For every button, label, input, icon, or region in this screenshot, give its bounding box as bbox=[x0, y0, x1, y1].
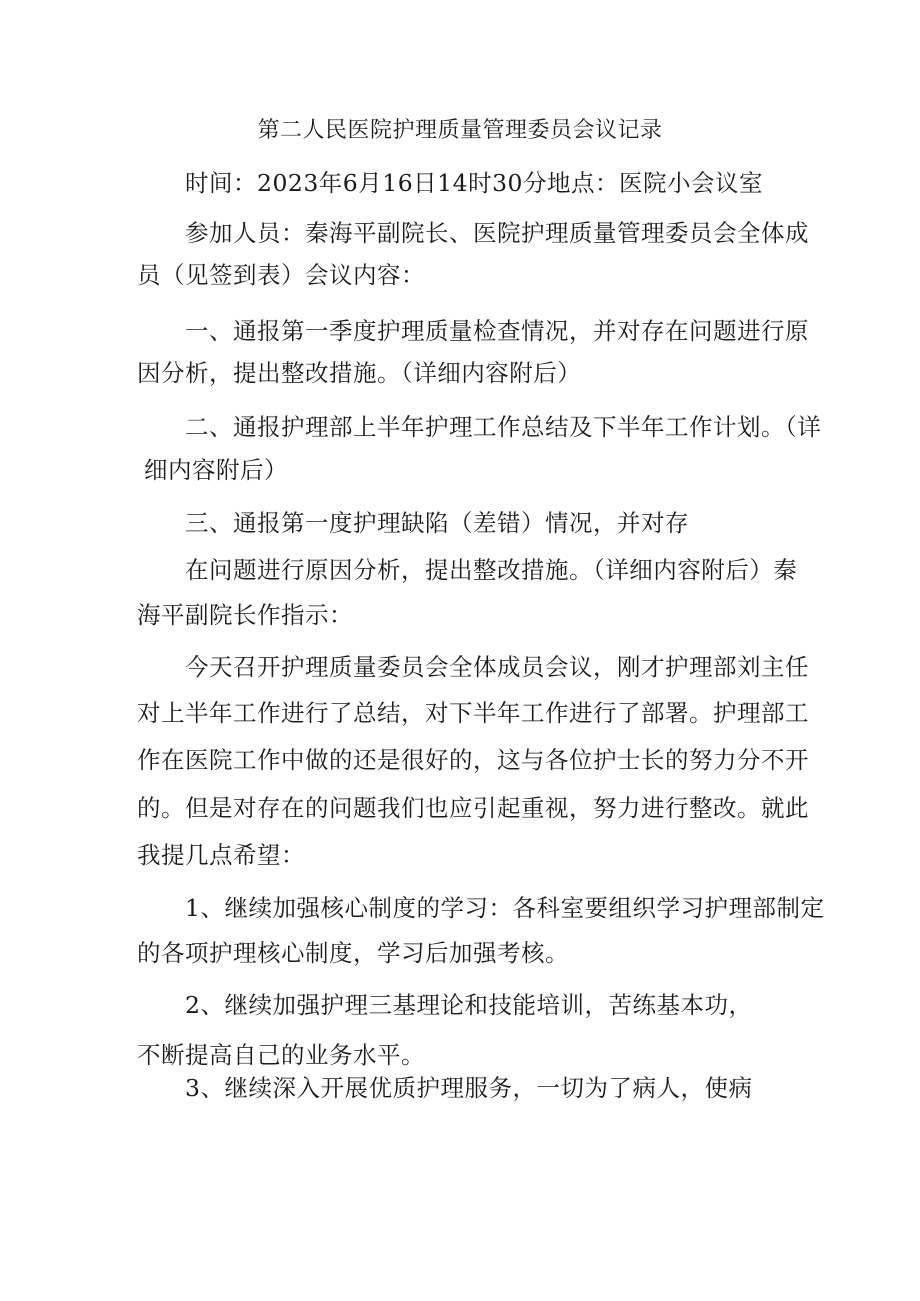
hope-2-line-1: 2、继续加强护理三基理论和技能培训，苦练基本功， bbox=[185, 991, 753, 1019]
item-1-line-1: 一、通报第一季度护理质量检查情况，并对存在问题进行原 bbox=[185, 317, 809, 345]
item-2-line-1: 二、通报护理部上半年护理工作总结及下半年工作计划。（详 bbox=[185, 413, 822, 441]
item-1-line-2: 因分析，提出整改措施。（详细内容附后） bbox=[137, 359, 582, 387]
item-3-line-1: 三、通报第一度护理缺陷（差错）情况，并对存 bbox=[185, 509, 689, 537]
attendees-line-2: 员（见签到表）会议内容： bbox=[137, 261, 425, 289]
item-3-line-2: 在问题进行原因分析，提出整改措施。（详细内容附后）秦 bbox=[185, 556, 798, 584]
attendees-line-1: 参加人员：秦海平副院长、医院护理质量管理委员会全体成 bbox=[185, 219, 809, 247]
speech-line-3: 作在医院工作中做的还是很好的，这与各位护士长的努力分不开 bbox=[137, 746, 809, 774]
speech-line-4: 的。但是对存在的问题我们也应引起重视，努力进行整改。就此 bbox=[137, 794, 809, 822]
speech-line-5: 我提几点希望： bbox=[137, 841, 305, 869]
hope-2-line-2: 不断提高自己的业务水平。 bbox=[137, 1041, 425, 1069]
hope-1-line-1: 1、继续加强核心制度的学习：各科室要组织学习护理部制定 bbox=[185, 894, 825, 922]
document-title: 第二人民医院护理质量管理委员会议记录 bbox=[257, 118, 663, 143]
speech-line-1: 今天召开护理质量委员会全体成员会议，刚才护理部刘主任 bbox=[185, 653, 809, 681]
item-3-line-3: 海平副院长作指示： bbox=[137, 601, 353, 629]
hope-1-line-2: 的各项护理核心制度，学习后加强考核。 bbox=[137, 939, 569, 967]
meeting-time-location: 时间：2023年6月16日14时30分地点：医院小会议室 bbox=[185, 169, 763, 197]
item-2-line-2: 细内容附后） bbox=[144, 456, 288, 484]
hope-3-line-1: 3、继续深入开展优质护理服务，一切为了病人，使病 bbox=[185, 1074, 753, 1102]
speech-line-2: 对上半年工作进行了总结，对下半年工作进行了部署。护理部工 bbox=[137, 699, 809, 727]
